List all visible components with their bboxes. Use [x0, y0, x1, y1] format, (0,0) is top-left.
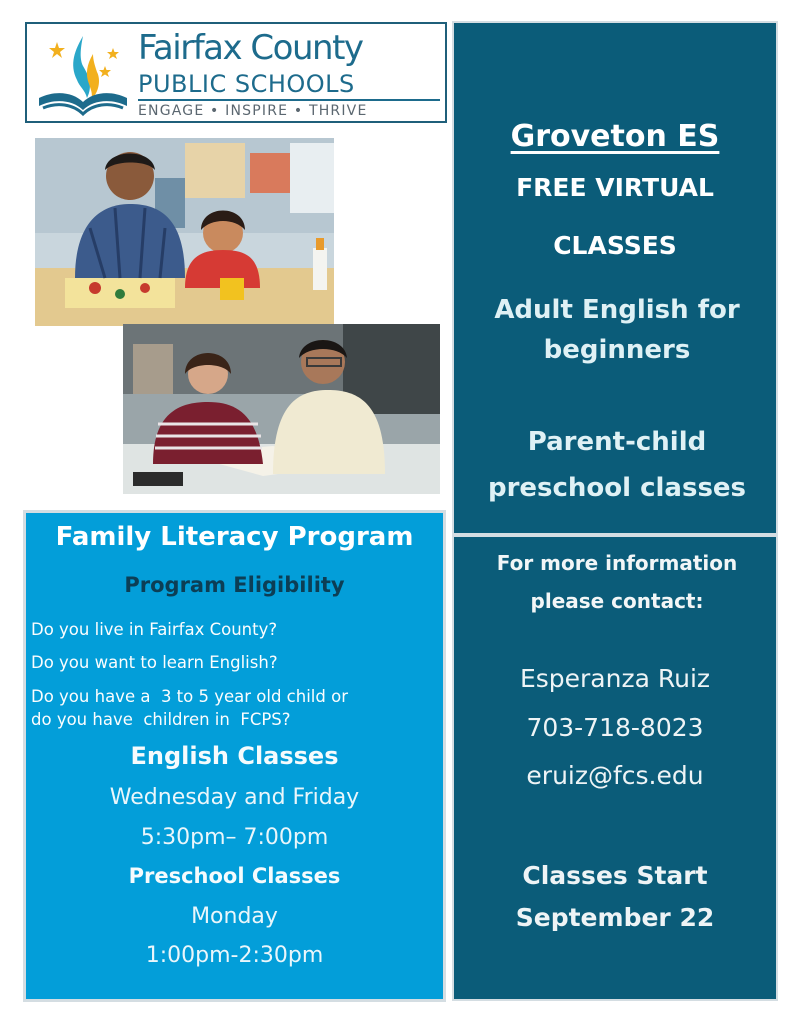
preschool-classes-time: 1:00pm-2:30pm: [145, 943, 324, 968]
family-literacy-panel: [23, 510, 446, 1002]
logo-divider: [138, 99, 440, 101]
adult-english-line-2: beginners: [543, 335, 691, 365]
school-name: Groveton ES: [510, 119, 720, 154]
book-flame-emblem-icon: [33, 28, 133, 120]
adult-learners-photo-icon: [123, 324, 440, 494]
more-info-line-2: please contact:: [530, 589, 704, 613]
parent-child-heading: [459, 419, 775, 511]
contact-phone[interactable]: 703-718-8023: [526, 713, 704, 742]
free-classes-line-2: CLASSES: [553, 231, 677, 260]
program-title: Family Literacy Program: [55, 522, 414, 552]
adult-english-heading: [464, 290, 770, 370]
class-info-panel: [452, 21, 778, 535]
classes-start-line-1: Classes Start: [522, 861, 708, 890]
contact-email[interactable]: eruiz@fcs.edu: [526, 761, 704, 790]
eligibility-question-3-line-2: do you have children in FCPS?: [31, 710, 291, 729]
logo-name: Fairfax County: [138, 28, 363, 68]
logo-tagline: ENGAGE • INSPIRE • THRIVE: [138, 103, 368, 119]
preschool-classes-heading: Preschool Classes: [128, 864, 341, 888]
tutor-and-child-photo-icon: [35, 138, 334, 326]
eligibility-question-2: Do you want to learn English?: [31, 653, 278, 672]
eligibility-question-1: Do you live in Fairfax County?: [31, 620, 278, 639]
english-classes-days: Wednesday and Friday: [109, 785, 360, 810]
english-classes-heading: English Classes: [130, 742, 339, 770]
photo-adult-learners: [123, 324, 440, 494]
english-classes-time: 5:30pm– 7:00pm: [140, 825, 329, 850]
eligibility-question-3: [31, 685, 441, 731]
eligibility-heading: Program Eligibility: [124, 573, 345, 597]
eligibility-question-3-line-1: Do you have a 3 to 5 year old child or: [31, 687, 348, 706]
free-classes-line-1: FREE VIRTUAL: [516, 173, 714, 202]
parent-child-line-2: preschool classes: [487, 473, 747, 503]
preschool-classes-day: Monday: [191, 904, 278, 929]
photo-tutor-and-child: [35, 138, 334, 326]
classes-start: [454, 855, 776, 939]
adult-english-line-1: Adult English for: [494, 295, 740, 325]
contact-panel: [452, 535, 778, 1001]
more-info-line-1: For more information: [496, 551, 738, 575]
more-info-heading: [458, 544, 776, 620]
parent-child-line-1: Parent-child: [527, 427, 707, 457]
logo-subtitle: PUBLIC SCHOOLS: [138, 70, 355, 98]
fcps-logo: [25, 22, 447, 123]
contact-name: Esperanza Ruiz: [519, 664, 711, 693]
classes-start-line-2: September 22: [515, 903, 715, 932]
